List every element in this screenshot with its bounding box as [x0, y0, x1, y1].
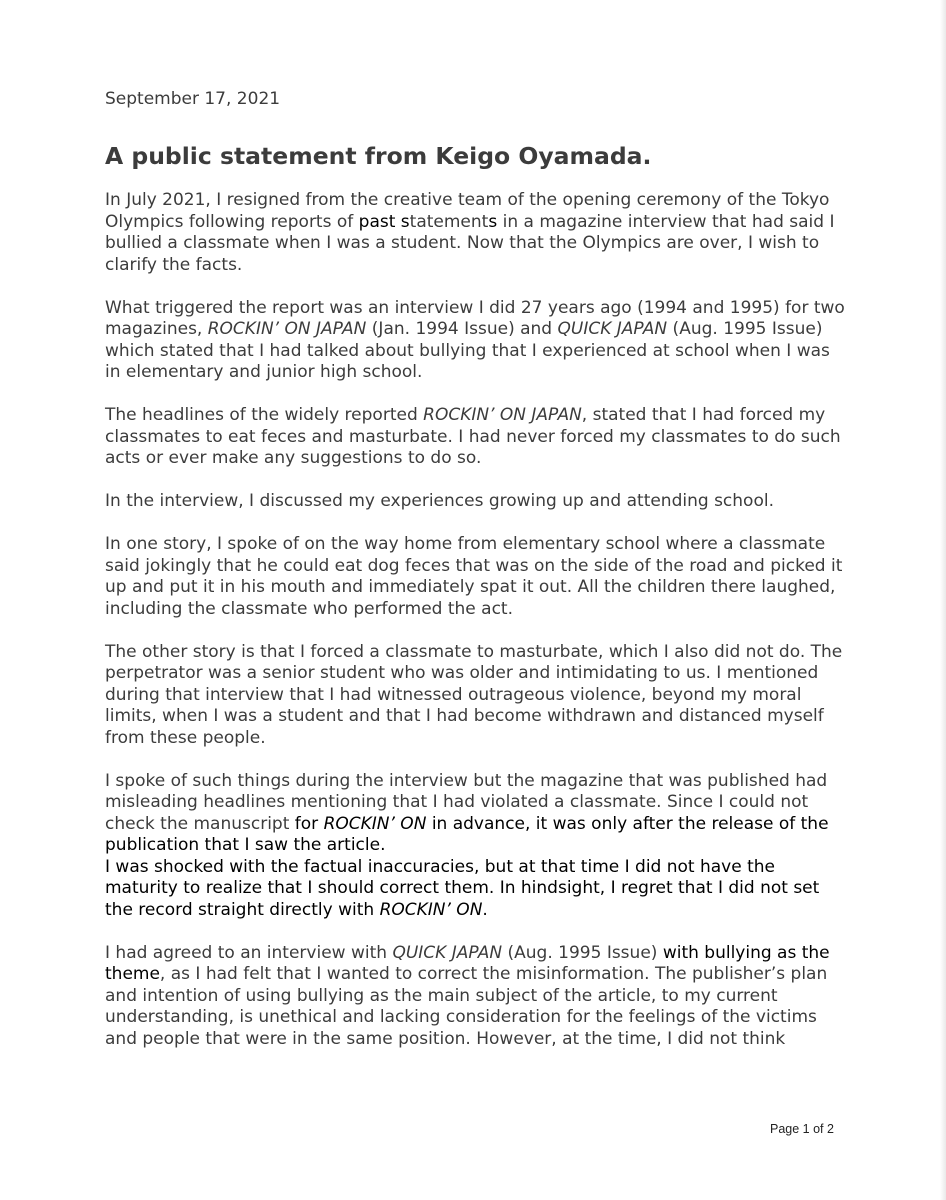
magazine-title: ROCKIN’ ON JAPAN: [423, 405, 582, 425]
magazine-title: ROCKIN’ ON JAPAN: [207, 319, 367, 339]
paragraph-3: [105, 405, 845, 470]
paragraph-5: In one story, I spoke of on the way home from elementary school where a classmate said jokingly that he could eat dog feces that was on the side of the road and picked it up and put it in his mouth and immediately spat it out. All the children there laughed, including the classmate who performed the act.: [105, 534, 843, 619]
magazine-title: QUICK JAPAN: [557, 319, 668, 339]
page-edge-shadow: [940, 0, 946, 1200]
paragraph-9-emphasis: with bullying as the theme: [105, 942, 830, 984]
paragraph-1-emphasis: s: [488, 211, 498, 232]
paragraph-4: In the interview, I discussed my experiences growing up and attending school.: [105, 491, 774, 511]
statement-title: A public statement from Keigo Oyamada.: [105, 142, 652, 170]
paragraph-6: The other story is that I forced a classmate to masturbate, which I also did not do. The perpetrator was a senior student who was older and intimidating to us. I mentioned during that interview that I had witnessed outrageous violence, beyond my moral limits, when I was a student and that I had become withdrawn and distanced myself from these people.: [105, 641, 843, 748]
paragraph-7-emphasis: for: [294, 813, 324, 834]
paragraph-9: [105, 943, 845, 1051]
paragraph-9-text: , as I had felt that I wanted to correct the misinformation. The publisher’s plan and intention of using bullying as the main subject of the article, to my current understanding, is unethical and lacking consideration for the feelings of the victims and people that were in the same position. However, at the time, I did not think: [105, 964, 828, 1049]
paragraph-2-text: What triggered the report was an interview I did 27 years ago (1994 and 1995) for two magazines,: [105, 297, 845, 339]
paragraph-8-text: I was shocked with the factual inaccuracies, but at that time I did not have the maturity to realize that I should correct them. In hindsight, I regret that I did not set the record straight directly with: [105, 856, 820, 920]
paragraph-1: [105, 190, 845, 276]
statement-body: [105, 88, 845, 1072]
magazine-title: ROCKIN’ ON: [379, 899, 483, 920]
paragraph-7: [105, 771, 845, 857]
paragraph-1-text: In July 2021, I resigned from the creative team of the opening ceremony of the Tokyo Olympics following reports of: [105, 190, 830, 232]
magazine-title: QUICK JAPAN: [392, 942, 503, 963]
paragraph-7-text: I spoke of such things during the interview but the magazine that was published had misleading headlines mentioning that I had violated a classmate. Since I could not check the manuscript: [105, 770, 828, 834]
paragraph-9-text: I had agreed to an interview with: [105, 942, 393, 963]
paragraph-9-text: (Aug. 1995 Issue): [502, 942, 663, 963]
paragraph-3-text: , stated that I had forced my classmates to eat feces and masturbate. I had never forced my classmates to do such acts or ever make any suggestions to do so.: [105, 405, 841, 468]
magazine-title: ROCKIN’ ON: [323, 813, 427, 834]
paragraph-3-text: The headlines of the widely reported: [105, 405, 424, 425]
paragraph-7-emphasis: in advance, it was only after the release of the publication that I saw the article.: [105, 813, 829, 855]
paragraph-1-emphasis: past s: [358, 211, 410, 232]
paragraph-2-text: (Aug. 1995 Issue) which stated that I had talked about bullying that I experienced at school when I was in elementary and junior high school.: [105, 319, 830, 382]
paragraph-2-text: (Jan. 1994 Issue) and: [366, 319, 558, 339]
paragraph-8: [105, 857, 845, 922]
paragraph-1-text: tatement: [409, 211, 489, 232]
paragraph-8-text: .: [482, 899, 488, 920]
statement-date: September 17, 2021: [105, 89, 281, 109]
page-number: Page 1 of 2: [770, 1122, 834, 1136]
paragraph-1-text: in a magazine interview that had said I bullied a classmate when I was a student. Now that the Olympics are over, I wish to clarify the facts.: [105, 211, 835, 275]
paragraph-2: [105, 298, 845, 384]
